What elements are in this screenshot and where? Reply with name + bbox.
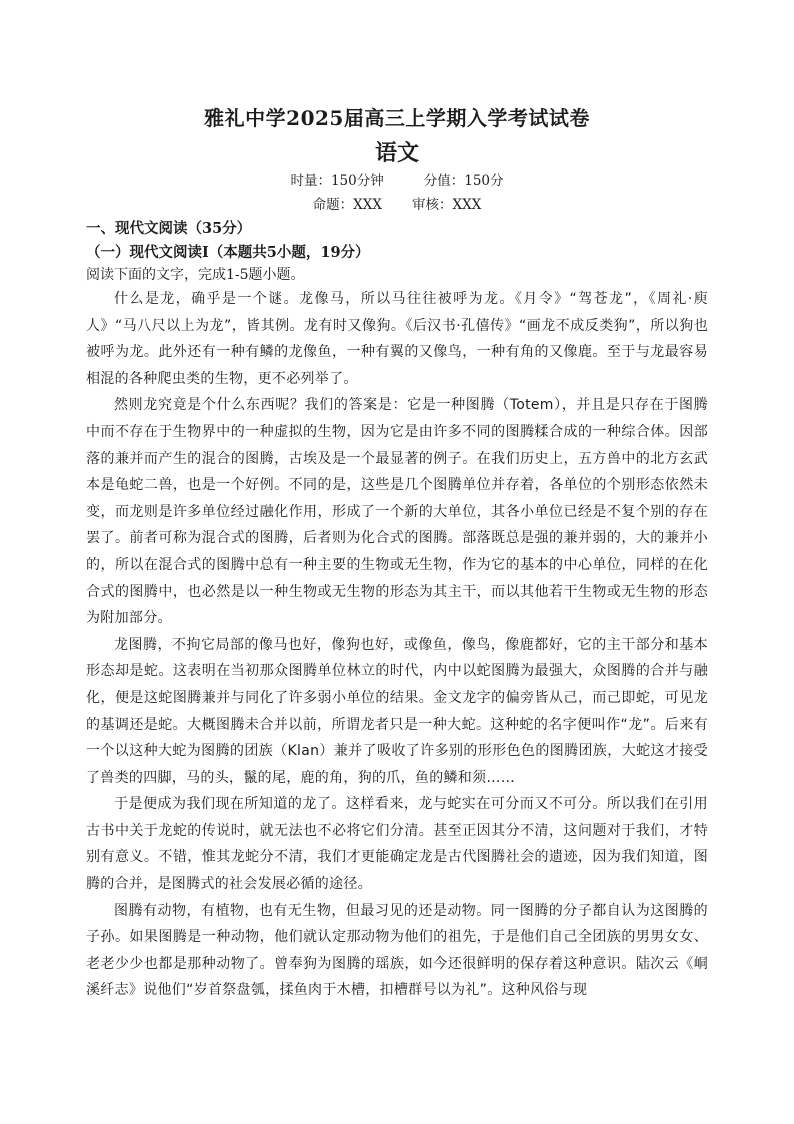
- passage-paragraph-4: 于是便成为我们现在所知道的龙了。这样看来，龙与蛇实在可分而又不可分。所以我们在引用古书中关于龙蛇的传说时，就无法也不必将它们分清。甚至正因其分不清，这问题对于我们，才特别有意义。不错，惟其龙蛇分不清，我们才更能确定龙是古代图腾社会的遗迹，因为我们知道，图腾的合并，是图腾式的社会发展必循的途径。: [86, 796, 708, 893]
- subsection-title: （一）现代文阅读Ⅰ（本题共5小题，19分）: [86, 244, 370, 261]
- passage-paragraph-5: 图腾有动物，有植物，也有无生物，但最习见的还是动物。同一图腾的分子都自认为这图腾的子孙。如果图腾是一种动物，他们就认定那动物为他们的祖先，于是他们自己全团族的男男女女、老老少少也都是那种动物了。曾奉狗为图腾的瑶族，如今还很鲜明的保存着这种意识。陆次云《峒溪纤志》说他们“岁首祭盘瓠，揉鱼肉于木槽，扣槽群号以为礼”。这种风俗与现: [86, 902, 708, 999]
- time-label: 时量：150分钟: [290, 173, 384, 189]
- exam-title: 雅礼中学2025届高三上学期入学考试试卷: [204, 106, 590, 130]
- reviewer-label: 审核：XXX: [412, 197, 482, 213]
- exam-meta-time-score: [86, 170, 708, 192]
- subject-title: 语文: [374, 140, 419, 166]
- passage-paragraph-1: 什么是龙，确乎是一个谜。龙像马，所以马往往被呼为龙。《月令》“驾苍龙”，《周礼·庾人》“马八尺以上为龙”，皆其例。龙有时又像狗。《后汉书·孔僖传》“画龙不成反类狗”，所以狗也被呼为龙。此外还有一种有鳞的龙像鱼，一种有翼的又像鸟，一种有角的又像鹿。至于与龙最容易相混的各种爬虫类的生物，更不必列举了。: [86, 291, 708, 387]
- author-label: 命题：XXX: [312, 197, 382, 213]
- passage-paragraph-3: 龙图腾，不拘它局部的像马也好，像狗也好，或像鱼，像鸟，像鹿都好，它的主干部分和基本形态却是蛇。这表明在当初那众图腾单位林立的时代，内中以蛇图腾为最强大，众图腾的合并与融化，便是这蛇图腾兼并与同化了许多弱小单位的结果。金文龙字的偏旁皆从己，而己即蛇，可见龙的基调还是蛇。大概图腾未合并以前，所谓龙者只是一种大蛇。这种蛇的名字便叫作“龙”。后来有一个以这种大蛇为图腾的团族（Klan）兼并了吸收了许多别的形形色色的图腾团族，大蛇这才接受了兽类的四脚，马的头，鬣的尾，鹿的角，狗的爪，鱼的鳞和须……: [86, 636, 708, 786]
- section-title: 一、现代文阅读（35分）: [86, 220, 252, 237]
- reading-instruction: 阅读下面的文字，完成1-5题小题。: [86, 267, 305, 283]
- exam-meta-authors: [86, 194, 708, 216]
- score-label: 分值：150分: [423, 173, 504, 189]
- passage-paragraph-2: 然则龙究竟是个什么东西呢？我们的答案是：它是一种图腾（Totem），并且是只存在于图腾中而不存在于生物界中的一种虚拟的生物，因为它是由许多不同的图腾糅合成的一种综合体。因部落的兼并而产生的混合的图腾，古埃及是一个最显著的例子。在我们历史上，五方兽中的北方玄武本是龟蛇二兽，也是一个好例。不同的是，这些是几个图腾单位并存着，各单位的个别形态依然未变，而龙则是许多单位经过融化作用，形成了一个新的大单位，其各小单位已经是不复个别的存在罢了。前者可称为混合式的图腾，后者则为化合式的图腾。部落既总是强的兼并弱的，大的兼并小的，所以在混合式的图腾中总有一种主要的生物或无生物，作为它的基本的中心单位，同样的在化合式的图腾中，也必然是以一种生物或无生物的形态为其主干，而以其他若干生物或无生物的形态为附加部分。: [86, 397, 708, 627]
